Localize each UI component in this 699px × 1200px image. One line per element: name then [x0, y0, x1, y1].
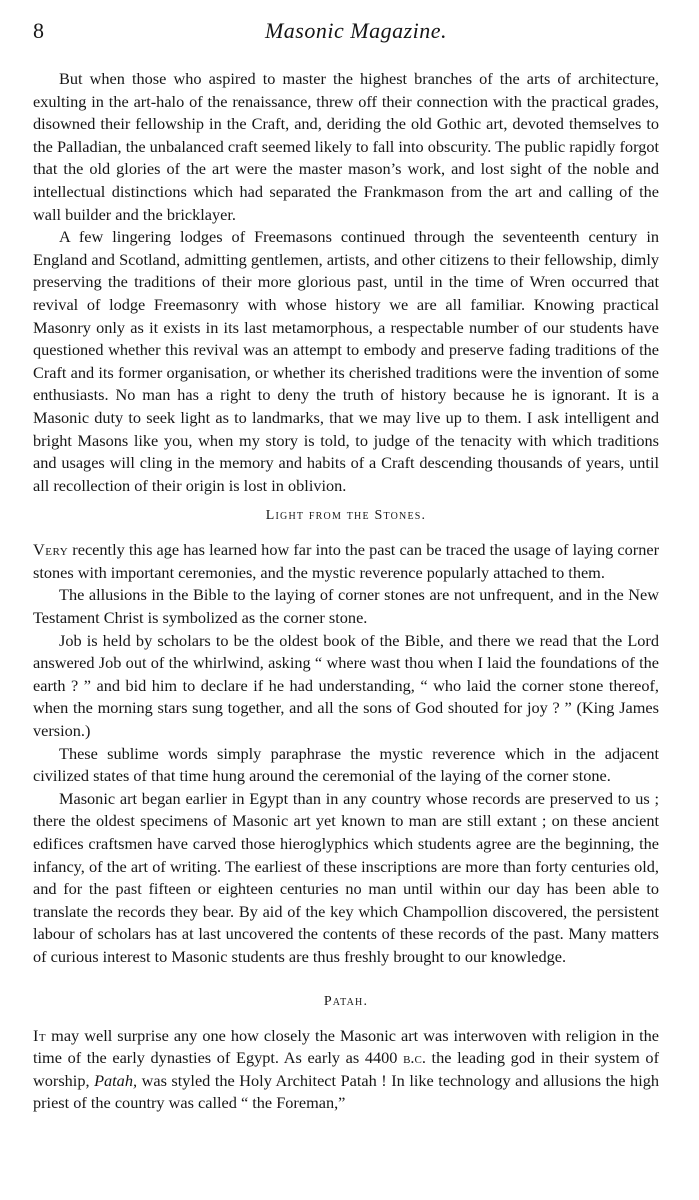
paragraph-lingering-lodges: A few lingering lodges of Freemasons continued through the seventeenth century in England and Scotland, admitting gentlemen, artists, and other citizens to their fellowship, dimly preserving the traditions of their more glorious past, until in the time of Wren occurred that revival of lodge Freemasonry with whose history we are all familiar. Knowing practical Masonry only as it exists in its last metamorphous, a respectable number of our students have questioned whether this revival was an attempt to embody and preserve fading traditions of the Craft and its former organisation, or whether its cherished traditions were the invention of some enthusiasts. No man has a right to deny the truth of history because he is ignorant. It is a Masonic duty to seek light as to landmarks, that we may live up to them. I ask intelligent and bright Masons like you, when my story is told, to judge of the tenacity with which traditions and usages will cling in the memory and habits of a Craft descending thousands of years, until all recollection of their origin is lost in oblivion.: [33, 227, 659, 495]
paragraph-renaissance: But when those who aspired to master the highest branches of the arts of architecture, exulting in the art-halo of the renaissance, threw off their connection with the practical grades, disowned their fellowship in the Craft, and, deriding the old Gothic art, devoted themselves to the Palladian, the unbalanced craft seemed likely to fall into obscurity. The public rapidly forgot that the old glories of the art were the master mason’s work, and lost sight of the noble and intellectual distinctions which had separated the Frankmason from the art and calling of the wall builder and the bricklayer.: [33, 69, 659, 224]
page-header: [33, 18, 659, 48]
drop-lead-word: Very: [33, 540, 69, 560]
paragraph-text: may well surprise any one how closely the Masonic art was interwoven with religion in the time of the early dynasties of Egypt. As early as 4400: [33, 1025, 659, 1068]
paragraph-patah: [33, 1025, 659, 1115]
paragraph-egypt: Masonic art began earlier in Egypt than in any country whose records are preserved to us ; there the oldest specimens of Masonic art yet known to man are still extant ; on these ancient edifices craftsmen have carved those hieroglyphics which students agree are the beginning, the infancy, of the art of writing. The earliest of these inscriptions are more than forty centuries old, and for the past fifteen or eighteen centuries no man until within our day has been able to translate the records they bear. By aid of the key which Champollion discovered, the persistent labour of scholars has at last uncovered the contents of these records of the past. Many matters of curious interest to Masonic students are thus freshly brought to our knowledge.: [33, 788, 659, 966]
page-number: 8: [33, 18, 44, 43]
section-heading-light-from-the-stones: Light from the Stones.: [265, 508, 427, 524]
paragraph-job: Job is held by scholars to be the oldest book of the Bible, and there we read that the Lord answered Job out of the whirlwind, asking “ where wast thou when I laid the foundations of the earth ? ” and bid him to declare if he had understanding, “ who laid the corner stone thereof, when the morning stars sung together, and all the sons of God shouted for joy ? ” (King James version.): [33, 630, 659, 741]
paragraph-text: the leading god in their system of worship,: [33, 1048, 659, 1090]
paragraph-sublime-words: These sublime words simply paraphrase the mystic reverence which in the adjacent civilized states of that time hung around the ceremonial of the laying of the corner stone.: [33, 743, 659, 786]
running-title: Masonic Magazine.: [264, 18, 448, 43]
section-heading-patah: Patah.: [323, 993, 369, 1009]
drop-lead-word: It: [33, 1025, 47, 1045]
paragraph-text: was styled the Holy Architect Patah ! In like technology and allusions the high priest of the country was called “ the Foreman,”: [33, 1070, 660, 1113]
paragraph-text: recently this age has learned how far into the past can be traced the usage of laying corner stones with important ceremonies, and the mystic reverence popularly attached to them.: [33, 540, 659, 582]
era-abbreviation: b.c.: [403, 1048, 426, 1068]
paragraph-bible-allusions: The allusions in the Bible to the laying of corner stones are not unfrequent, and in the New Testament Christ is symbolized as the corner stone.: [33, 585, 659, 628]
deity-name: Patah,: [94, 1070, 138, 1090]
paragraph-corner-stones: [33, 539, 659, 584]
